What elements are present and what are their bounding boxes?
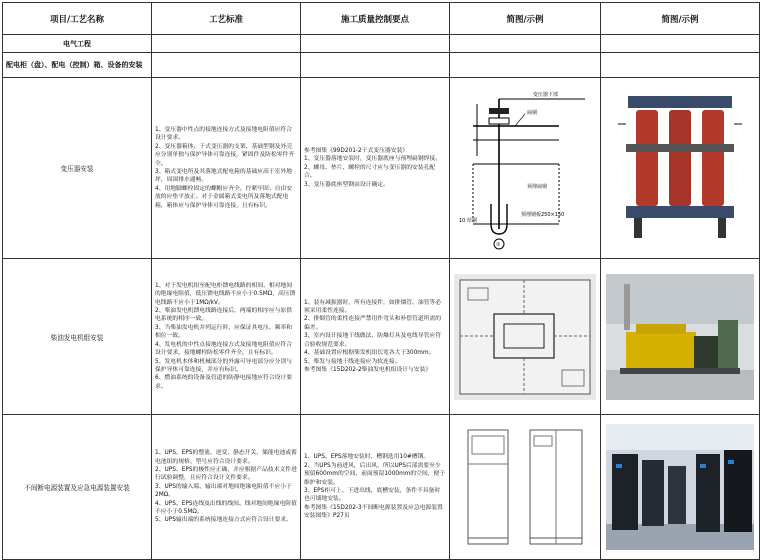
- diagram-label: ①: [496, 242, 501, 248]
- row-name: 不间断电源装置及应急电源装置安装: [3, 415, 152, 560]
- row-control-points: 参考图集《99D201-2干式变压器安装》 1、变压器落地安装时，变压器底座与预埋扁钢焊接。 2、螺母、垫片、螺栓的尺寸应与变压器的安装孔配合。 3、变压器底座型钢由设计确定。: [301, 78, 450, 259]
- ups-cabinet-drawing: [450, 415, 601, 560]
- row-standard: 1、UPS、EPS的整流、逆变、静态开关、储能电池或蓄电池组的规格、型号应符合设计要求。 2、UPS、EPS的极性应正确，并应根据产品技术文件进行试验调整，且应符合设计文件要求。 3、UPS的输入端、输出端对地间绝缘电阻值不应小于2MΩ。 4、UPS、EPS连线及出线的线间、线对地间绝缘电阻值不应小于0.5MΩ。 5、UPS输出端的系统接地连接方式应符合设计要求。: [152, 415, 301, 560]
- ups-room-photo: [601, 415, 760, 560]
- header-control-points: 施工质量控制要点: [301, 3, 450, 35]
- table-row: [3, 415, 760, 560]
- diagram-label: 10 厚钢: [459, 218, 477, 224]
- generator-photo: [601, 259, 760, 415]
- row-control-points: 1、装有减振器时，所有连接件，如排烟管、油管等必须采用柔性连接。 2、排烟管的柔性连接严禁用作弯头和补偿管道所需的偏差。 3、室内设计接地干线做法、防爆灯具及电线导管应符合验收规范要求。 4、基础设置应根据柴发机组长宽各大于300mm。 5、柴发与接地干线连接应为软连接。 参考图集《15D202-2柴油发电机组设计与安装》: [301, 259, 450, 415]
- subsection-title: 配电柜（盘）、配电（控制）箱、设备的安装: [3, 53, 152, 78]
- header-item-name: 项目/工艺名称: [3, 3, 152, 35]
- header-row: [3, 3, 760, 35]
- section-row: [3, 35, 760, 53]
- diagram-label: 预埋扁钢: [527, 184, 548, 190]
- transformer-photo: [601, 78, 760, 259]
- generator-drawing: [450, 259, 601, 415]
- header-diagram-1: 简图/示例: [450, 3, 601, 35]
- table-row: [3, 78, 760, 259]
- header-diagram-2: 简图/示例: [601, 3, 760, 35]
- row-name: 变压器安装: [3, 78, 152, 259]
- row-standard: 1、变压器中性点的接地连接方式及接地电阻值应符合设计要求。 2、变压器箱体、干式变压器的支架、基础型钢及外壳应分别单独与保护导体可靠连接，紧固件及防松零件齐全。 3、箱式变电所及其落地式配电箱的基础应高于室外地坪，周围排水通畅。 4、用地脚螺栓固定的螺帽应齐全，拧紧牢固；自由安放的应垫平放正。对于金属箱式变电所及落地式配电箱，箱体应与保护导体可靠连接，且有标识。: [152, 78, 301, 259]
- row-standard: 1、对于发电机组至配电柜馈电线路的相间、相对地间的绝缘电阻值，低压馈电线路不应小于0.5MΩ，高压馈电线路不应小于1MΩ/kV。 2、柴油发电机馈电线路连接后，两端的相序应与原供电系统的相序一致。 3、当柴油发电机并列运行时，应保证其电压、频率和相位一致。 4、发电机的中性点接地连接方式及接地电阻值应符合设计要求，接地螺栓防松零件齐全，且有标识。 5、发电机本体和机械部分的外露可导电部分应分别与保护导体可靠连接，并应有标识。 6、燃油系统的设备及管道的防静电接地应符合设计要求。: [152, 259, 301, 415]
- diagram-label: 扁钢: [527, 110, 538, 116]
- header-standard: 工艺标准: [152, 3, 301, 35]
- diagram-label: 预埋钢板250×150: [521, 212, 565, 218]
- row-control-points: 1、UPS、EPS落地安装时，槽钢选用10#槽钢。 2、当UPS为前进风，后出风，所以UPS后部需要至少预留600mm的空间，前面预留1000mm的空间，便于维护和安装。 3、EPS柜可上、下进出线，底槽安装，条件不具备时也可墙地安装。 参考图集《15D202-3不间断电源装置及应急电源装置安装图集》P27页: [301, 415, 450, 560]
- process-standard-table: [2, 2, 760, 560]
- row-name: 柴油发电机组安装: [3, 259, 152, 415]
- table-row: [3, 259, 760, 415]
- section-title: 电气工程: [3, 35, 152, 53]
- subsection-row: [3, 53, 760, 78]
- transformer-diagram: [450, 78, 601, 259]
- diagram-label: 变压器下部: [533, 92, 559, 98]
